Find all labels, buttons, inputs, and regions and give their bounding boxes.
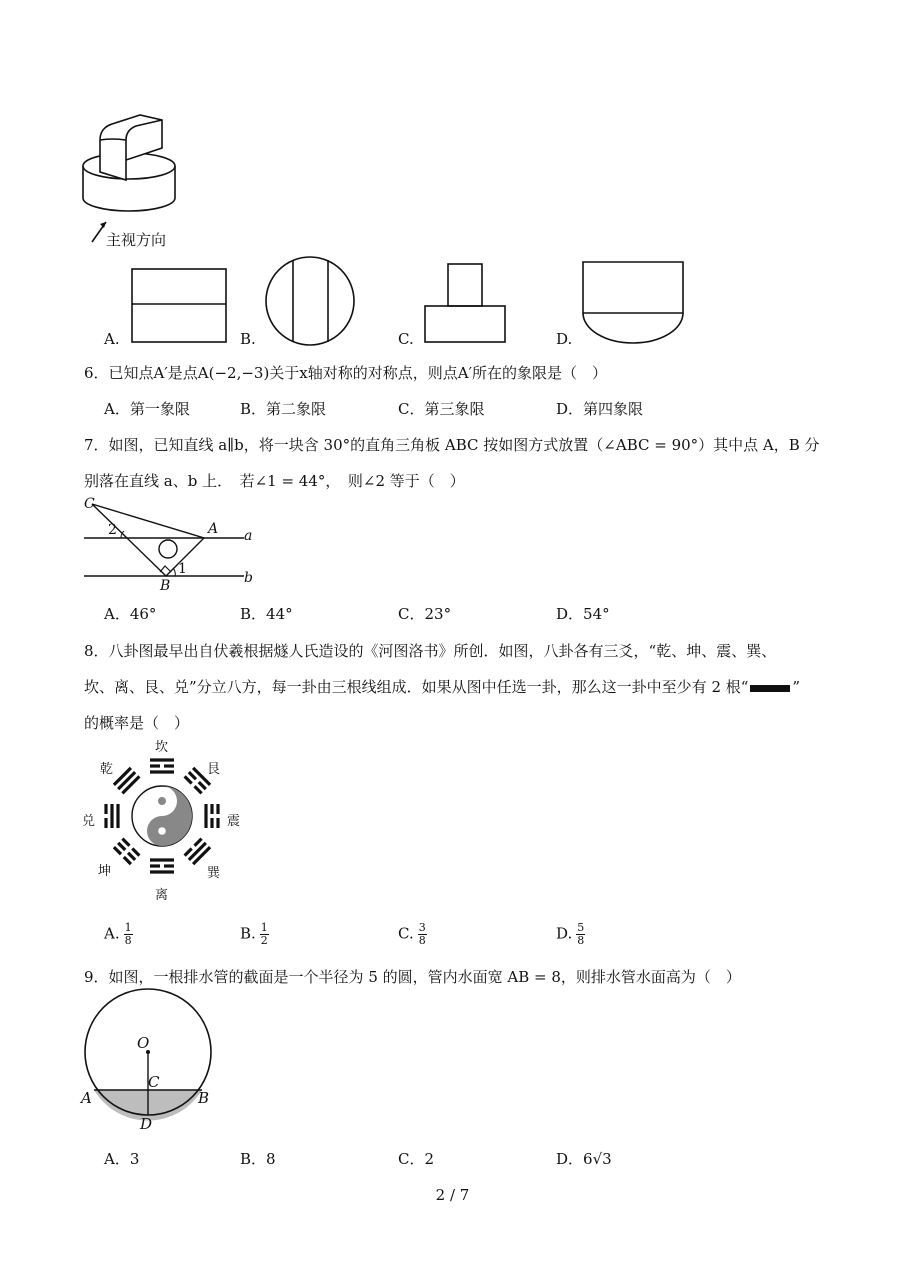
q8-stem-line2-quote: ” bbox=[792, 678, 801, 696]
q6-stem: 6．已知点A′是点A(−2,−3)关于x轴对称的对称点，则点A′所在的象限是（ ） bbox=[84, 364, 608, 382]
trigram-label-li: 离 bbox=[155, 888, 169, 903]
q7-label-b-line: b bbox=[244, 570, 253, 586]
q7-stem-line1: 7．如图，已知直线 a∥b，将一块含 30°的直角三角板 ABC 按如图方式放置（∠ABC = 90°）其中点 A，B 分 bbox=[84, 436, 820, 454]
q6-option-a: A．第一象限 bbox=[104, 400, 190, 418]
q8-option-a-letter: A. bbox=[104, 924, 120, 943]
q9-label-o: O bbox=[137, 1034, 150, 1052]
q9-option-b: B．8 bbox=[240, 1150, 276, 1168]
q8-option-c-fraction: $\frac{3}{8}$ bbox=[418, 921, 426, 947]
view-direction-label: 主视方向 bbox=[106, 231, 167, 249]
q5-option-c-letter: C. bbox=[398, 330, 414, 348]
q6-option-d: D．第四象限 bbox=[556, 400, 644, 418]
trigram-label-dui: 兑 bbox=[82, 814, 96, 829]
q7-option-a: A．46° bbox=[104, 605, 157, 623]
q7-label-b-point: B bbox=[160, 578, 171, 594]
q7-label-1: 1 bbox=[178, 561, 187, 577]
trigram-label-qian: 乾 bbox=[100, 762, 114, 777]
q9-option-a: A．3 bbox=[104, 1150, 140, 1168]
q9-label-a: A bbox=[81, 1089, 92, 1107]
q8-stem-line2-text: 坎、离、艮、兑”分立八方，每一卦由三根线组成．如果从图中任选一卦，那么这一卦中至少有 2 根“ bbox=[84, 678, 749, 696]
q7-label-2: 2 bbox=[108, 522, 117, 538]
q9-option-d: D．6√3 bbox=[556, 1150, 612, 1168]
q8-option-d bbox=[556, 922, 585, 947]
page-number: 2 / 7 bbox=[435, 1186, 470, 1204]
q8-stem-line1: 8．八卦图最早出自伏羲根据燧人氏造设的《河图洛书》所创．如图，八卦各有三爻，“乾、坤、震、巽、 bbox=[84, 642, 777, 660]
q7-label-c: C bbox=[84, 496, 95, 512]
q8-option-b-fraction: $\frac{1}{2}$ bbox=[260, 921, 268, 947]
q5-option-a-letter: A. bbox=[104, 330, 120, 348]
q5-solid-figure bbox=[70, 110, 190, 240]
q7-label-a-line: a bbox=[244, 528, 253, 544]
q9-label-b: B bbox=[198, 1089, 210, 1107]
q9-label-d: D bbox=[140, 1115, 153, 1133]
trigram-label-zhen: 震 bbox=[227, 814, 241, 829]
trigram-label-gen: 艮 bbox=[207, 762, 221, 777]
q8-option-b-letter: B. bbox=[240, 924, 256, 943]
q9-stem: 9．如图，一根排水管的截面是一个半径为 5 的圆，管内水面宽 AB = 8，则排水管水面高为（ ） bbox=[84, 968, 741, 986]
q7-label-a-point: A bbox=[208, 521, 219, 537]
trigram-label-xun: 巽 bbox=[207, 866, 221, 881]
trigram-label-kan: 坎 bbox=[155, 740, 169, 755]
q9-option-c: C．2 bbox=[398, 1150, 435, 1168]
q6-option-c: C．第三象限 bbox=[398, 400, 485, 418]
trigram-label-kun: 坤 bbox=[98, 864, 112, 879]
q5-option-b-figure bbox=[265, 256, 357, 348]
q7-stem-line2: 别落在直线 a、b 上． 若∠1 = 44°， 则∠2 等于（ ） bbox=[84, 472, 465, 490]
q7-option-d: D．54° bbox=[556, 605, 610, 623]
q7-triangle-figure bbox=[80, 494, 270, 594]
q7-option-c: C．23° bbox=[398, 605, 452, 623]
q9-label-c: C bbox=[148, 1073, 160, 1091]
q5-option-c-figure bbox=[424, 263, 508, 345]
q5-option-b-letter: B. bbox=[240, 330, 256, 348]
q8-option-a-fraction: $\frac{1}{8}$ bbox=[124, 921, 132, 947]
q5-option-a-figure bbox=[131, 268, 229, 344]
q5-option-d-figure bbox=[582, 261, 686, 345]
q7-option-b: B．44° bbox=[240, 605, 293, 623]
solid-bar-icon bbox=[750, 685, 790, 692]
q8-option-d-fraction: $\frac{5}{8}$ bbox=[577, 921, 585, 947]
q8-option-d-letter: D. bbox=[556, 924, 573, 943]
q6-option-b: B．第二象限 bbox=[240, 400, 327, 418]
q8-option-b bbox=[240, 922, 269, 947]
q8-stem-line2 bbox=[84, 676, 800, 697]
q8-option-a bbox=[104, 922, 133, 947]
q8-stem-line3: 的概率是（ ） bbox=[84, 714, 190, 732]
q9-pipe-figure bbox=[82, 992, 214, 1126]
q8-option-c-letter: C. bbox=[398, 924, 414, 943]
q8-option-c bbox=[398, 922, 427, 947]
q5-option-d-letter: D. bbox=[556, 330, 573, 348]
